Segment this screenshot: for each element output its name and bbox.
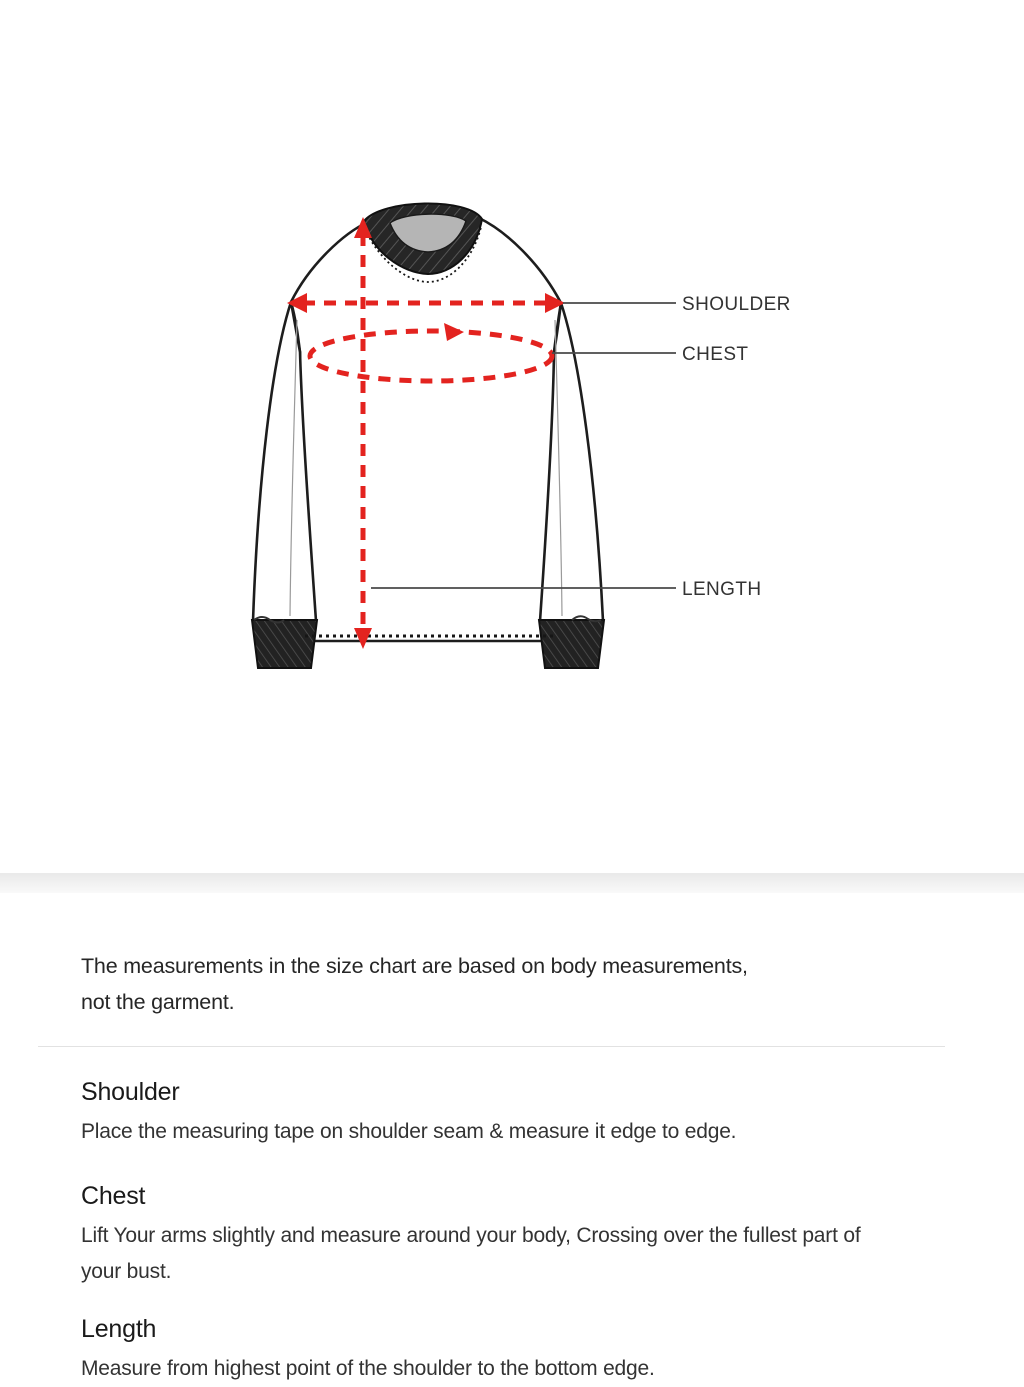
chest-section	[81, 1180, 881, 1290]
right-cuff	[539, 620, 604, 668]
length-section-description: Measure from highest point of the shoulder to the bottom edge.	[81, 1357, 655, 1380]
chest-section-description: Lift Your arms slightly and measure around your body, Crossing over the fullest part of your bust.	[81, 1224, 861, 1283]
note-line-2: not the garment.	[81, 990, 235, 1014]
length-section-title: Length	[81, 1315, 157, 1343]
chest-section-title: Chest	[81, 1182, 146, 1210]
length-label: LENGTH	[682, 579, 762, 600]
section-divider	[0, 873, 1024, 893]
shoulder-section-description: Place the measuring tape on shoulder seam & measure it edge to edge.	[81, 1120, 737, 1143]
chest-label: CHEST	[682, 344, 749, 365]
shoulder-label: SHOULDER	[682, 294, 791, 315]
left-cuff	[252, 620, 317, 668]
shoulder-section	[81, 1076, 881, 1150]
horizontal-rule	[38, 1046, 945, 1047]
note-line-1: The measurements in the size chart are based on body measurements,	[81, 954, 748, 978]
shoulder-section-title: Shoulder	[81, 1078, 180, 1106]
size-chart-note	[81, 948, 901, 1020]
length-section	[81, 1313, 881, 1387]
